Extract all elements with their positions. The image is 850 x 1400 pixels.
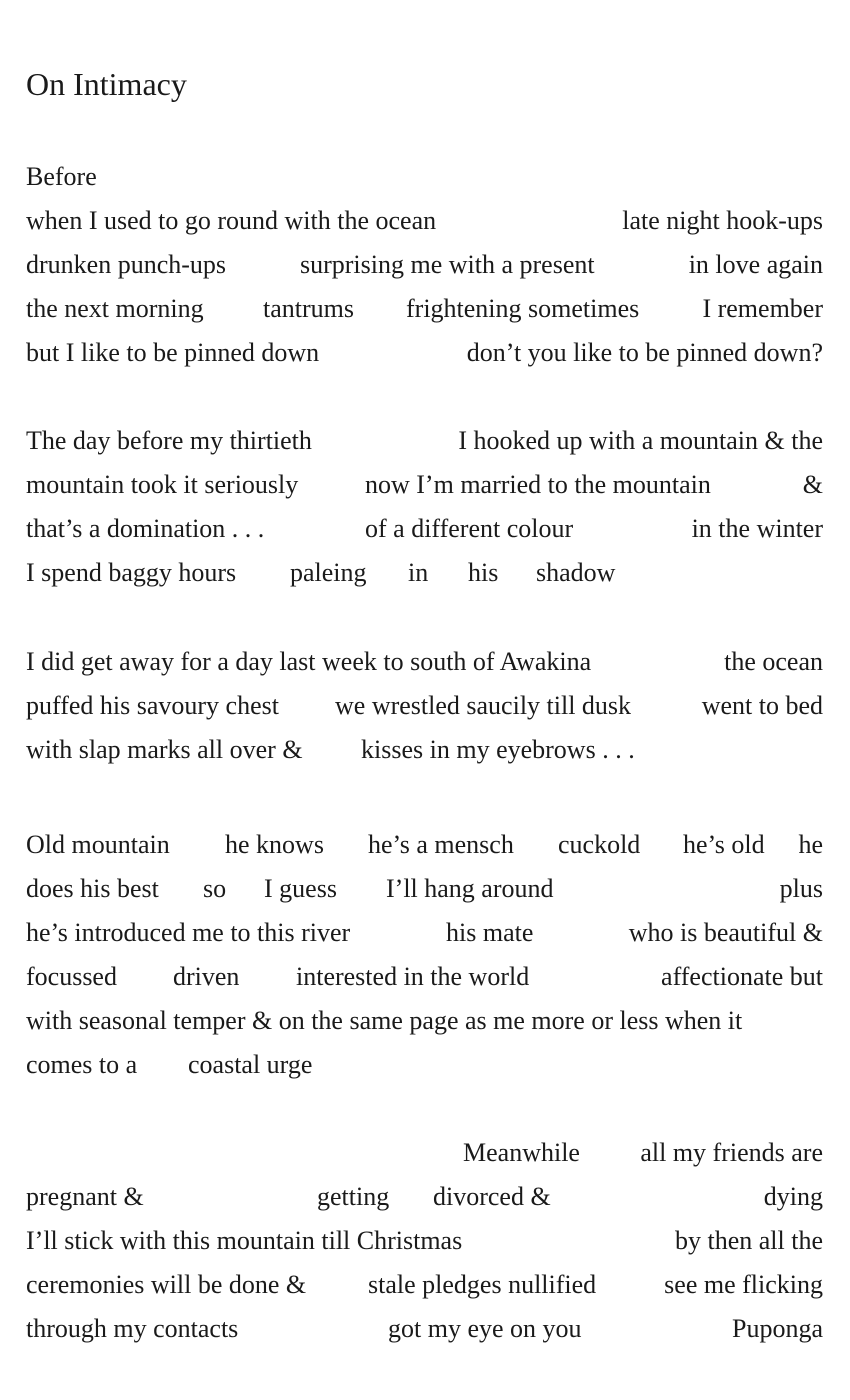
line-text: cuckold	[558, 830, 641, 859]
poem-line	[26, 507, 823, 551]
line-text: I remember	[702, 294, 823, 323]
line-text: frightening sometimes	[406, 294, 640, 323]
line-text: I hooked up with a mountain & the	[458, 426, 823, 455]
line-text: so	[203, 874, 227, 903]
line-text: with slap marks all over &	[26, 735, 303, 764]
line-text: Meanwhile	[463, 1138, 580, 1167]
line-text: getting	[317, 1182, 390, 1211]
line-text: plus	[779, 874, 823, 903]
poem-line	[26, 823, 823, 867]
poem-line	[26, 999, 823, 1043]
line-text: stale pledges nullified	[368, 1270, 597, 1299]
line-text: does his best	[26, 874, 159, 903]
line-text: got my eye on you	[388, 1314, 582, 1343]
line-text: by then all the	[674, 1226, 823, 1255]
line-text: comes to a	[26, 1050, 138, 1079]
line-text: divorced &	[433, 1182, 551, 1211]
poem-line	[26, 155, 823, 199]
line-text: affectionate but	[661, 962, 823, 991]
line-text: focussed	[26, 962, 117, 991]
poem-line	[26, 419, 823, 463]
line-text: dying	[763, 1182, 823, 1211]
line-text: he’s a mensch	[368, 830, 514, 859]
line-text: mountain took it seriously	[26, 470, 299, 499]
line-text: tantrums	[263, 294, 354, 323]
line-text: Before	[26, 162, 97, 191]
line-text: The day before my thirtieth	[26, 426, 312, 455]
line-text: see me flicking	[664, 1270, 823, 1299]
line-text: don’t you like to be pinned down?	[466, 338, 823, 367]
line-text: I did get away for a day last week to south of Awakina	[26, 647, 592, 676]
line-text: I’ll stick with this mountain till Christmas	[26, 1226, 463, 1255]
poem-line	[26, 1043, 823, 1087]
poem-line	[26, 684, 823, 728]
poem-line	[26, 955, 823, 999]
poem-line	[26, 867, 823, 911]
poem-line	[26, 728, 823, 772]
poem-line	[26, 1219, 823, 1263]
line-text: he’s introduced me to this river	[26, 918, 351, 947]
line-text: his	[468, 558, 499, 587]
poem-title: On Intimacy	[26, 66, 187, 102]
line-text: now I’m married to the mountain	[365, 470, 711, 499]
line-text: drunken punch-ups	[26, 250, 227, 279]
line-text: we wrestled saucily till dusk	[335, 691, 632, 720]
line-text: surprising me with a present	[300, 250, 595, 279]
poem-line	[26, 1307, 823, 1351]
line-text: in love again	[688, 250, 823, 279]
line-text: all my friends are	[640, 1138, 823, 1167]
line-text: puffed his savoury chest	[26, 691, 279, 720]
line-text: driven	[173, 962, 240, 991]
line-text: but I like to be pinned down	[26, 338, 320, 367]
poem-line	[26, 551, 823, 595]
line-text: coastal urge	[188, 1050, 313, 1079]
line-text: ceremonies will be done &	[26, 1270, 307, 1299]
line-text: kisses in my eyebrows . . .	[361, 735, 635, 764]
line-text: Puponga	[732, 1314, 823, 1343]
line-text: &	[802, 470, 823, 499]
poem-line	[26, 463, 823, 507]
line-text: interested in the world	[296, 962, 530, 991]
line-text: late night hook-ups	[622, 206, 823, 235]
line-text: Old mountain	[26, 830, 170, 859]
line-text: pregnant &	[26, 1182, 144, 1211]
line-text: went to bed	[701, 691, 823, 720]
poem-line	[26, 911, 823, 955]
poem-line	[26, 287, 823, 331]
poem-line	[26, 199, 823, 243]
line-text: the next morning	[26, 294, 204, 323]
line-text: shadow	[536, 558, 616, 587]
poem-line	[26, 640, 823, 684]
line-text: he knows	[225, 830, 324, 859]
line-text: through my contacts	[26, 1314, 239, 1343]
line-text: when I used to go round with the ocean	[26, 206, 437, 235]
line-text: in	[408, 558, 429, 587]
line-text: in the winter	[691, 514, 823, 543]
line-text: the ocean	[724, 647, 823, 676]
line-text: he’s old	[683, 830, 765, 859]
line-text: his mate	[446, 918, 534, 947]
poem-line	[26, 243, 823, 287]
line-text: paleing	[290, 558, 367, 587]
line-text: of a different colour	[365, 514, 574, 543]
poem-line	[26, 331, 823, 375]
line-text: I guess	[264, 874, 337, 903]
line-text: with seasonal temper & on the same page as me more or less when it	[26, 1006, 743, 1035]
line-text: I spend baggy hours	[26, 558, 237, 587]
poem-line	[26, 1131, 823, 1175]
poem-line	[26, 1263, 823, 1307]
poem-page	[26, 0, 823, 1400]
line-text: I’ll hang around	[386, 874, 554, 903]
poem-line	[26, 1175, 823, 1219]
line-text: that’s a domination . . .	[26, 514, 265, 543]
line-text: who is beautiful &	[628, 918, 823, 947]
line-text: he	[798, 830, 823, 859]
